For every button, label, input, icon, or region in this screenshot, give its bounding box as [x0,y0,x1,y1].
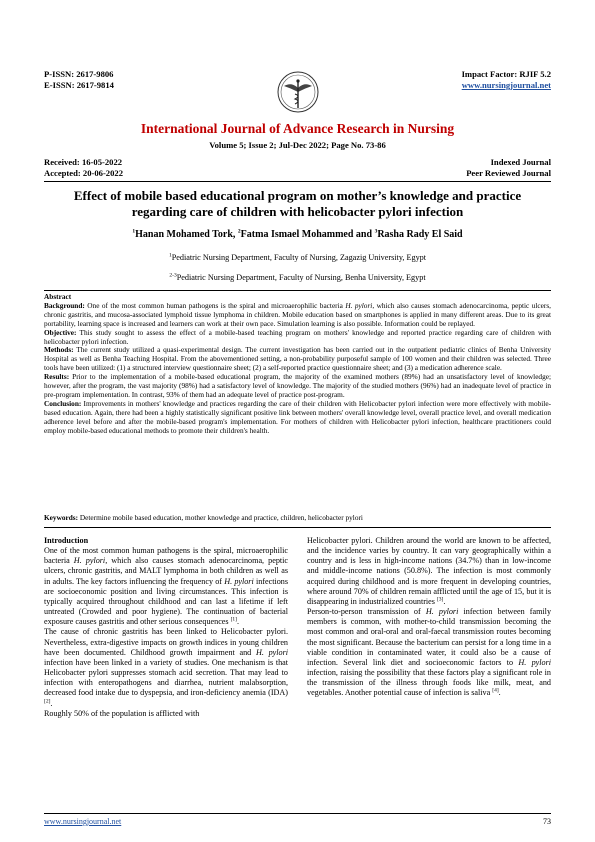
dates-block [44,157,123,179]
author-3: Rasha Rady El Said [377,229,463,240]
impact-factor: Impact Factor: RJIF 5.2 [461,69,551,79]
index-block [466,157,551,179]
keywords-rule [44,527,551,528]
abstract [44,293,551,436]
affiliation-1-sup: 1 [168,252,172,259]
right-column [307,536,551,699]
journal-volume: Volume 5; Issue 2; Jul-Dec 2022; Page No. 73-86 [209,140,386,150]
journal-website-link[interactable]: www.nursingjournal.net [461,80,551,90]
affiliation-2-sup: 2-3 [169,272,177,279]
indexed-journal: Indexed Journal [490,157,551,167]
intro-paragraph-2: The cause of chronic gastritis has been linked to Helicobacter pylori. Nevertheless, extra-digestive impacts on growth indices in young children have been documented. Childhood growth impairment and H. pylori infection have been linked in a variety of studies. One mechanism is that Helicobacter pylori suppresses stomach acid secretion. That may lead to infection with enteropathogens and diarrhea, nutrient malabsorption, decreased food intake due to dyspepsia, and iron-deficiency anemia (IDA) [2]. [44,627,288,708]
left-column [44,536,288,719]
electronic-issn: E-ISSN: 2617-9814 [44,80,114,90]
journal-name: International Journal of Advance Research in Nursing [140,121,455,136]
impact-block [462,69,551,91]
footer-rule [44,813,551,814]
staff-of-asclepius-logo [276,70,320,114]
article-title: Effect of mobile based educational program on mother’s knowledge and practice regarding care of children with helicobacter pylori infection [73,188,522,219]
abstract-background: Background: One of the most common human pathogens is the spiral and microaerophilic bacteria H. pylori, which also causes stomach adenocarcinoma, peptic ulcers, chronic gastritis, and mucosa-associated lymphoid tissue lymphoma in children. Mobile education based on smartphones is applied in many different areas. Due to its great portability, learning space is increased and learners can work at their own pace. Simulation learning is also possible. Information could be replayed. [44,300,551,328]
page-number: 73 [543,817,551,826]
citation: [2] [44,697,51,704]
author-1: Hanan Mohamed Tork, [135,229,238,240]
abstract-conclusion: Conclusion: Improvements in mothers' knowledge and practices regarding the care of their children with Helicobacter pylori infection were more effectively with mobile-based education. Again, there had been a highly statistically significant positive link between mothers' overall knowledge level, overall practice level, and overall medication adherence level before and after the mobile-based program's implementation. For mothers of children with Helicobacter pylori infection, healthcare practitioners could employ mobile-based educational methods to promote their children's health. [44,398,551,435]
author-3-sup: 3 [374,228,378,235]
abstract-objective: Objective: This study sought to assess the effect of a mobile-based teaching program on mothers' knowledge and reported practice regarding care of children with helicobacter pylori infection. [44,327,551,346]
citation: [1] [230,616,238,623]
author-list [0,229,595,240]
received-date: Received: 16-05-2022 [44,157,123,167]
abstract-top-rule [44,290,551,291]
author-2: Fatma Ismael Mohammed and [240,229,375,240]
peer-reviewed: Peer Reviewed Journal [466,168,551,178]
author-2-sup: 2 [237,228,241,235]
print-issn: P-ISSN: 2617-9806 [44,69,114,79]
footer-website-link[interactable]: www.nursingjournal.net [44,817,122,826]
citation: [3] [436,596,444,603]
intro-paragraph-1: One of the most common human pathogens is the spiral, microaerophilic bacteria H. pylori, which also causes stomach adenocarcinoma, peptic ulcers, chronic gastritis, and MALT lymphoma in both children as well as in adults. The key factors influencing the frequency of H. pylori infections are socioeconomic position and living circumstances. This infection is typically acquired throughout childhood and can last a lifetime if left untreated (Crowded and poor hygiene). The continuation of bacterial exposure causes gastritis and other serious consequences [1]. [44,546,289,627]
introduction-heading: Introduction [44,536,89,545]
abstract-heading: Abstract [44,292,72,301]
abstract-results: Results: Prior to the implementation of a mobile-based educational program, the majority of the examined mothers (89%) had an unsatisfactory level of knowledge; however, after the program, the vast majority (98%) had a satisfactory level of knowledge. The majority of the studied mothers (96%) had an inadequate level of practice in pre-program implementation. In contrast, 93% of them had an adequate level of practice post-program. [44,372,551,399]
intro-paragraph-3: Roughly 50% of the population is afflicted with [44,708,200,718]
accepted-date: Accepted: 20-06-2022 [44,168,123,178]
citation: [4] [492,687,499,694]
author-1-sup: 1 [132,228,136,235]
affiliation-1: $^1$Pediatric Nursing Department, Faculty of Nursing, Zagazig University, Egypt [168,252,427,262]
header-rule [44,181,551,182]
affiliation-2: $^{2-3}$Pediatric Nursing Department, Faculty of Nursing, Benha University, Egypt [169,272,426,282]
intro-paragraph-5: Person-to-person transmission of H. pylori infection between family members is common, with mother-to-child transmission becoming the most common and oral-oral and oral-faecal transmission routes becoming the most significant. Because the bacterium can persist for a long time in a viable condition in contaminated water, it could also be a cause of infection. Several link diet and socioeconomic factors to H. pylori infection, raising the possibility that these factors play a significant role in the transmission of the illness through foods like milk, meat, and vegetables. Another potential cause of infection is saliva [4]. [307,607,552,698]
intro-paragraph-4: Helicobacter pylori. Children around the world are known to be affected, and the incidence varies by country. It can vary geographically within a country and is less in high-income nations (34.7%) than in low-income and middle-income nations (50.8%). The infection is most commonly acquired during childhood and is more frequent in developing countries, where around 70% of children remain afflicted until the age of 15, but it is disappearing in industrialized countries [3]. [307,536,551,606]
issn-block [44,69,114,91]
abstract-methods: Methods: The current study utilized a quasi-experimental design. The current investigation has been carried out in the outpatient pediatric clinics of Benha University Hospital as well as Benha Teaching Hospital. From the abovementioned setting, a non-probability purposeful sample of 100 women and their children was selected. Three tools have been utilized: (1) a structured interview questionnaire sheet; (2) a self-reported practice questionnaire sheet; and (3) a medication adherence scale. [44,345,551,373]
keywords: Keywords: Determine mobile based education, mother knowledge and practice, children, helicobacter pylori [44,513,363,522]
